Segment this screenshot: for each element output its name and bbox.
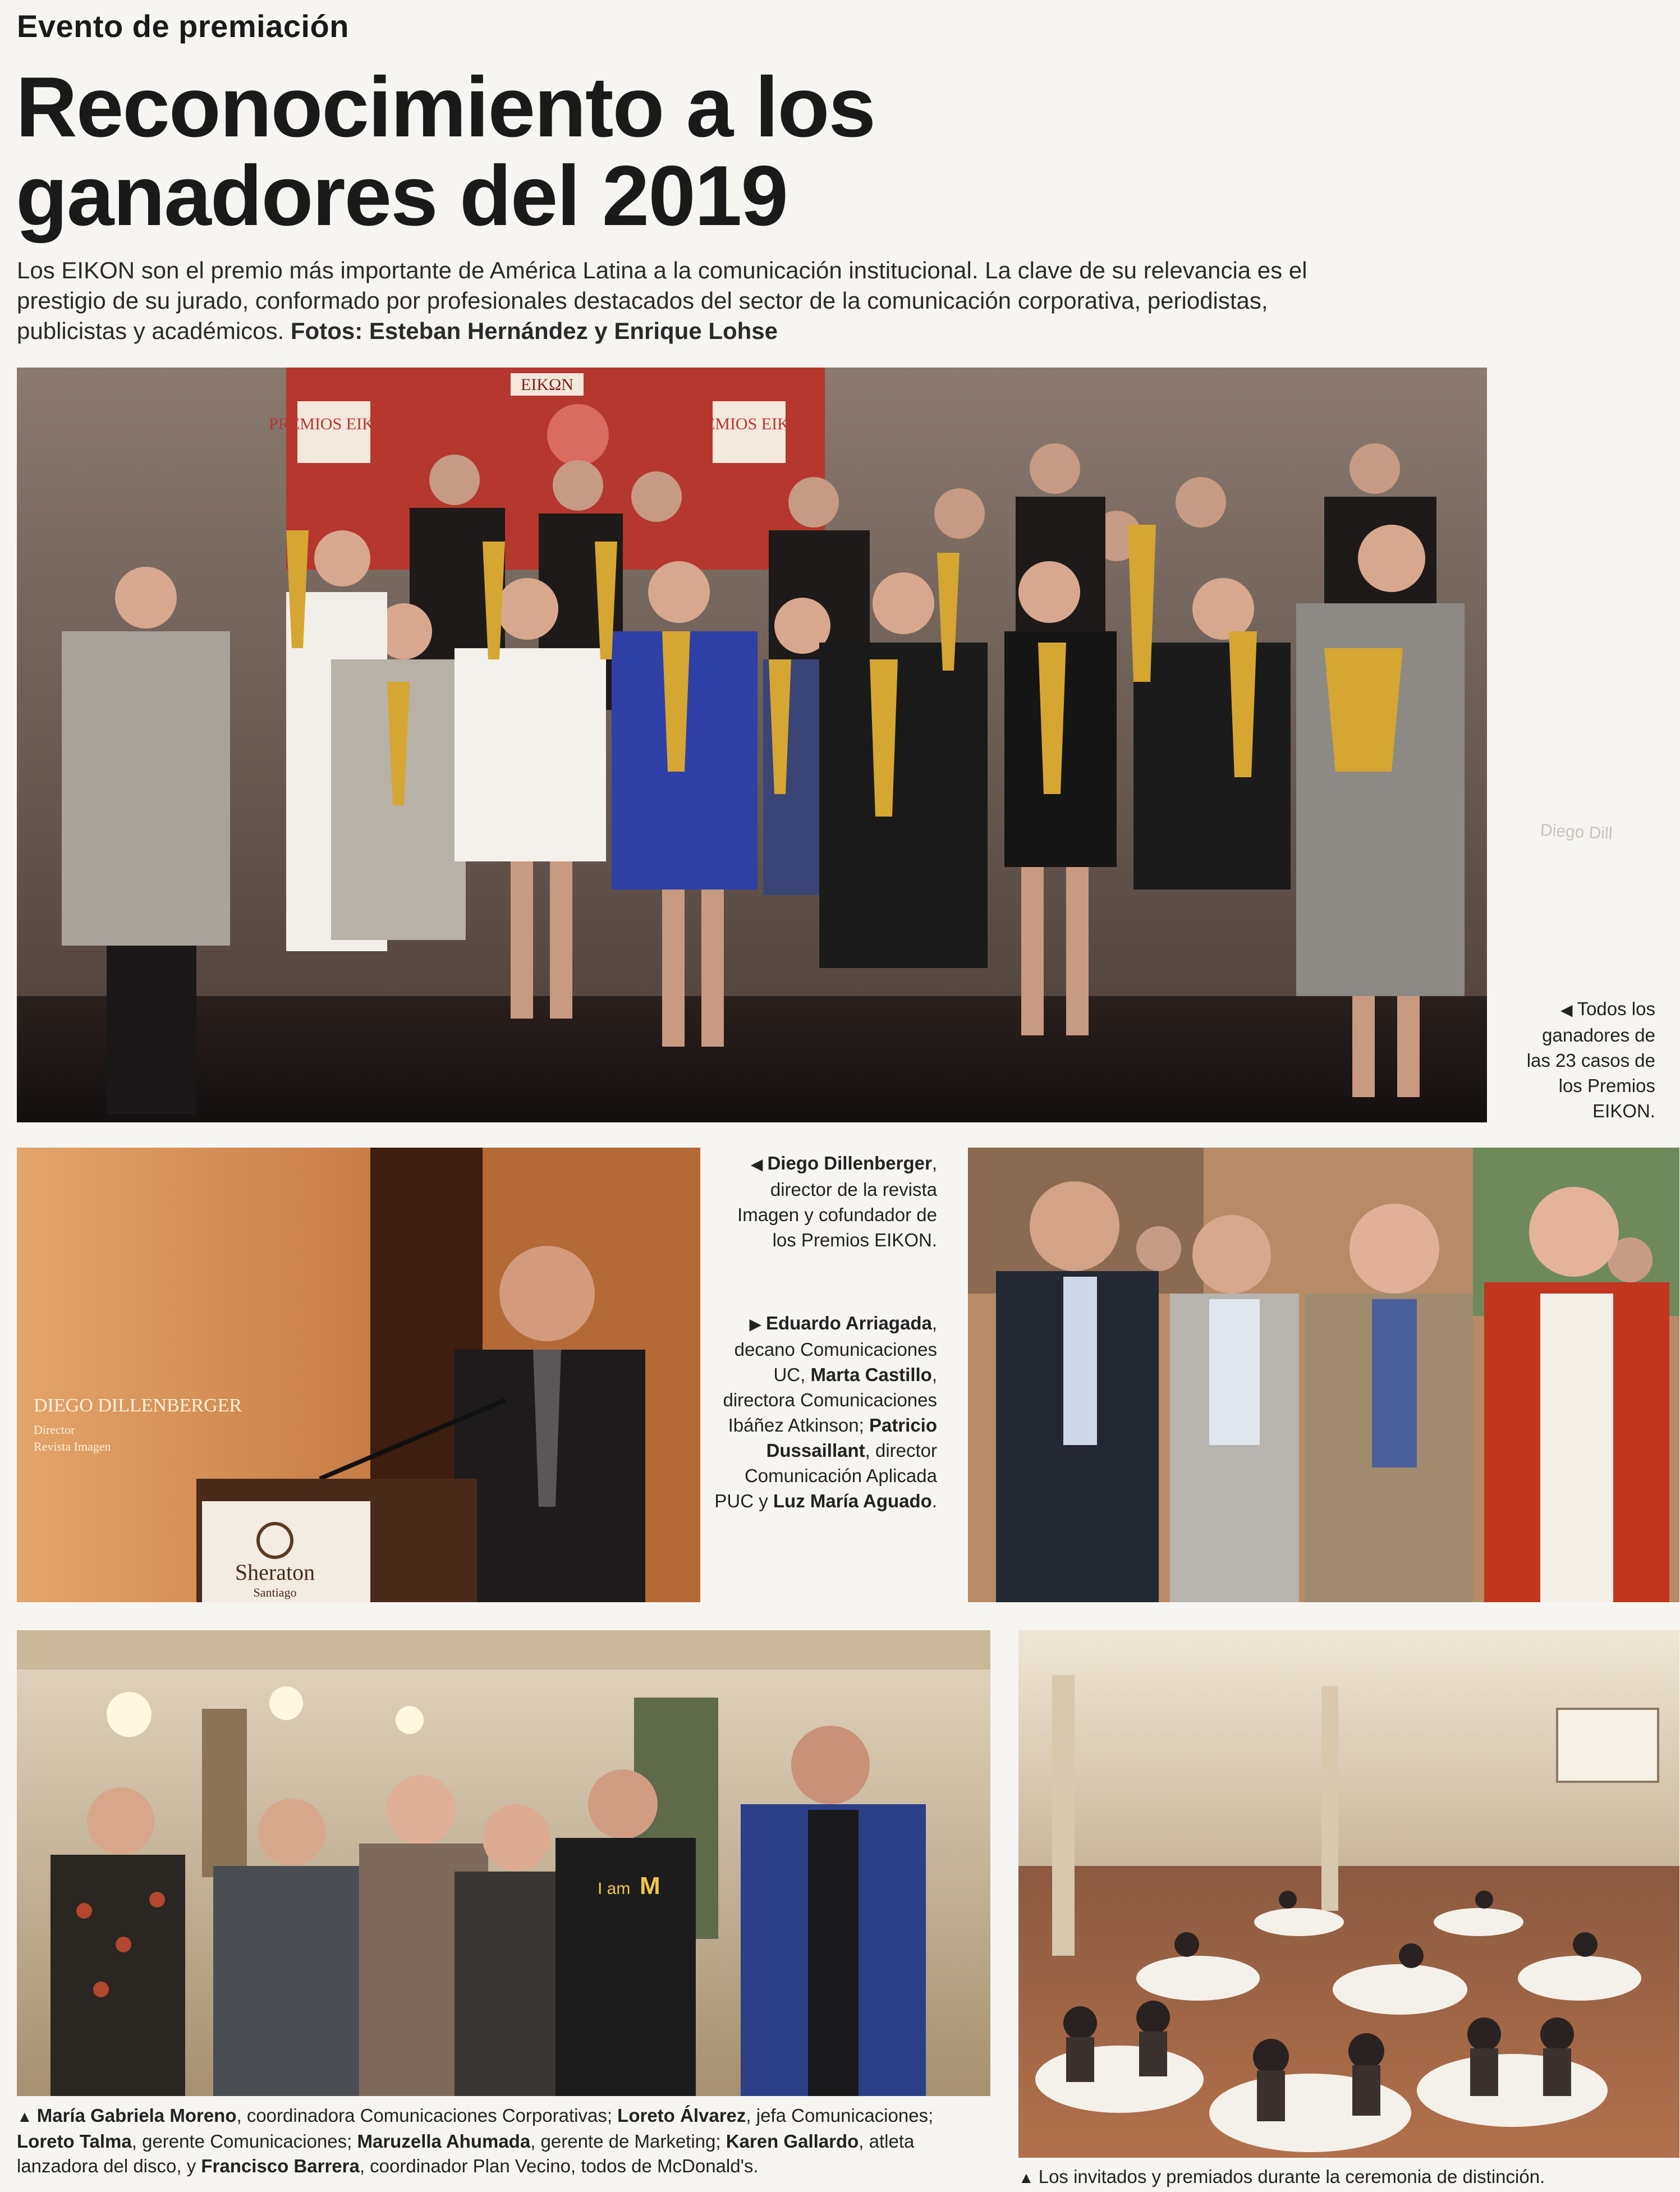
speaker-head [499, 1246, 595, 1341]
up-arrow-icon: ▲ [17, 2108, 33, 2125]
deck [17, 255, 1324, 346]
banner-left-text: PREMIOS EIKΩN [269, 415, 399, 433]
deck-text: Los EIKON son el premio más importante de América Latina a la comunicación institucional. La clave de su relevancia es el prestigio de su jurado, conformado por profesionales destacados del sector de la comunicación corporativa, periodistas, publicistas y académicos. [17, 257, 1307, 344]
screen-subtitle: Revista Imagen [34, 1439, 111, 1453]
kicker: Evento de premiación [17, 8, 349, 44]
mcdonalds-caption: ▲ María Gabriela Moreno, coordinadora Comunicaciones Corporativas; Loreto Álvarez, jefa Comunicaciones; Loreto Talma, gerente Comunicaciones; Maruzella Ahumada, gerente de Marketing; Karen Gallardo, atleta lanzadora del disco, y Francisco Barrera, coordinador Plan Vecino, todos de McDonald's. [17, 2105, 934, 2176]
photo-credit: Fotos: Esteban Hernández y Enrique Lohse [290, 318, 778, 344]
left-arrow-icon: ◀ [750, 1155, 763, 1173]
podium-city: Santiago [253, 1585, 297, 1599]
banner-right-text: PREMIOS EIKΩN [684, 415, 814, 433]
up-arrow-icon: ▲ [1018, 2169, 1034, 2186]
podium-brand: Sheraton [235, 1560, 315, 1585]
right-arrow-icon: ▶ [749, 1315, 761, 1333]
four-people-caption: ▶ Eduardo Arriagada, decano Comunicaciones UC, Marta Castillo, directora Comunicaciones Ibáñez Atkinson; Patricio Dussaillant, director Comunicación Aplicada PUC y Luz María Aguado. [714, 1313, 937, 1511]
person-karen [556, 1838, 696, 2096]
person-loreto-alvarez [213, 1866, 370, 2096]
bleed-through-text: Diego Dill [1540, 820, 1613, 843]
banner-top-text: EIKΩN [521, 375, 573, 394]
person-grey-jacket [62, 631, 230, 946]
screen-title: Director [34, 1423, 75, 1437]
screen-name: DIEGO DILLENBERGER [34, 1395, 242, 1416]
university-seal [547, 404, 609, 466]
four-people-photo [968, 1148, 1679, 1602]
person-maria-gabriela [51, 1855, 185, 2096]
headline-line-2: ganadores del 2019 [16, 148, 787, 244]
person-white-dress [455, 648, 606, 861]
mcdonalds-photo [17, 1630, 990, 2096]
group-photo [17, 368, 1487, 1122]
shirt-text: I am [598, 1879, 631, 1898]
mcdonalds-arches-icon: M [640, 1872, 660, 1900]
ballroom-photo [1018, 1630, 1679, 2158]
speaker-photo [17, 1148, 700, 1602]
headline [16, 59, 1250, 244]
speaker-caption: ◀ Diego Dillenberger, director de la revista Imagen y cofundador de los Premios EIKON. [737, 1153, 937, 1250]
headline-line-1: Reconocimiento a los [16, 59, 875, 155]
left-arrow-icon: ◀ [1560, 1001, 1573, 1019]
ballroom-caption: ▲ Los invitados y premiados durante la ceremonia de distinción. [1018, 2166, 1545, 2187]
group-photo-caption: ◀ Todos los ganadores de las 23 casos de los Premios EIKON. [1526, 998, 1655, 1121]
projection-screen-ballroom [1557, 1709, 1658, 1782]
